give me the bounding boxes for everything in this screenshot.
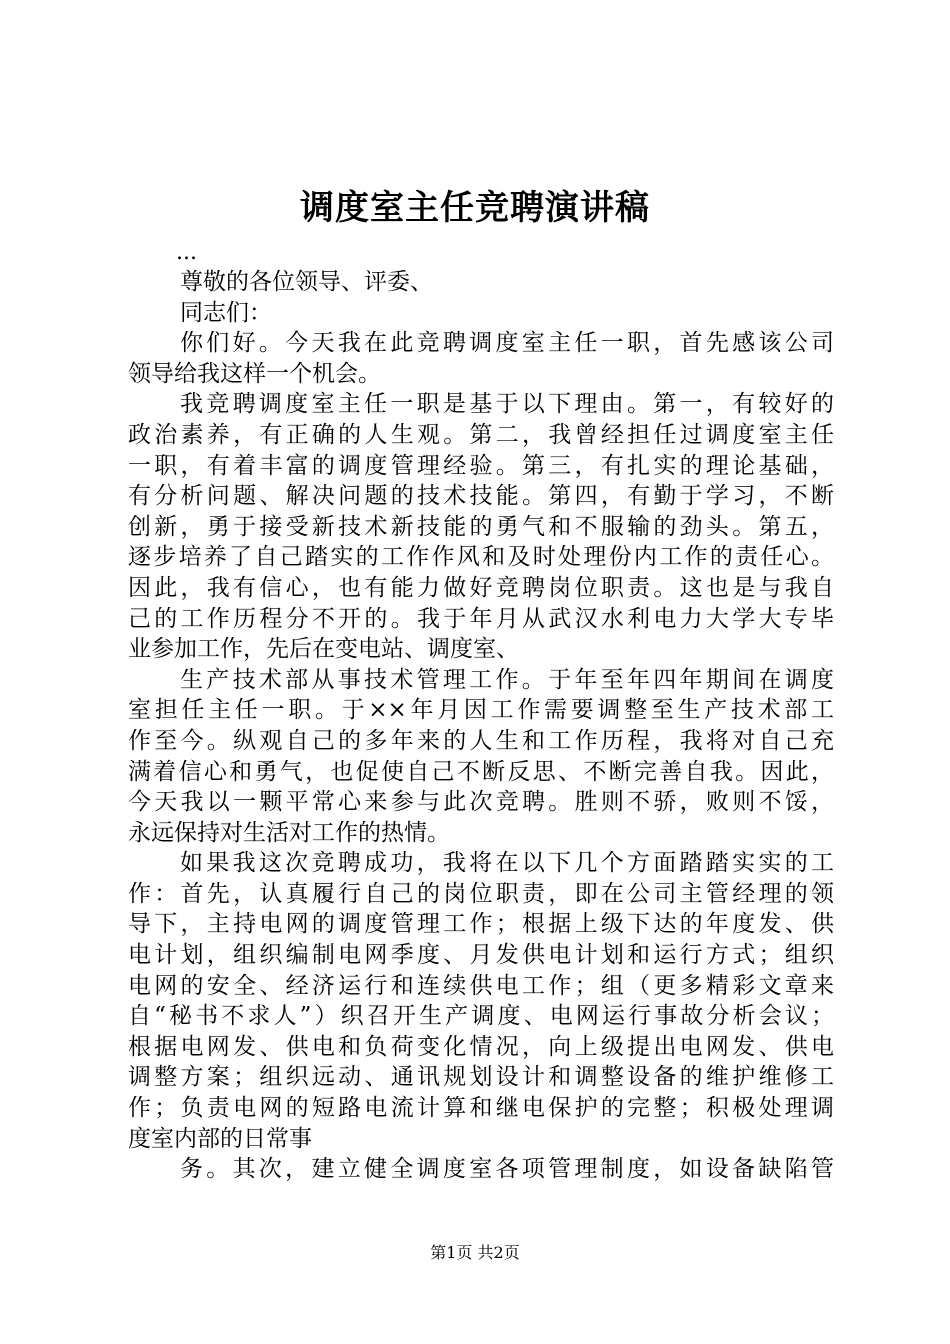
document-title: 调度室主任竞聘演讲稿 (300, 188, 650, 228)
page-number: 第1页 共2页 (430, 1243, 520, 1262)
text-line: 你们好。今天我在此竞聘调度室主任一职，首先感该公司 (180, 330, 834, 357)
text-line: 电网的安全、经济运行和连续供电工作；组（更多精彩文章来 (128, 972, 834, 999)
text-line: 自“秘书不求人”）织召开生产调度、电网运行事故分析会议； (128, 1003, 834, 1030)
text-line: 业参加工作，先后在变电站、调度室、 (128, 636, 519, 663)
text-line: 创新，勇于接受新技术新技能的勇气和不服输的劲头。第五， (128, 513, 834, 540)
text-line: 因此，我有信心，也有能力做好竞聘岗位职责。这也是与我自 (128, 574, 834, 601)
text-line: 根据电网发、供电和负荷变化情况，向上级提出电网发、供电 (128, 1033, 834, 1060)
text-line: 室担任主任一职。于××年月因工作需要调整至生产技术部工 (128, 697, 834, 724)
ellipsis-text: ... (176, 240, 197, 265)
text-line: 度室内部的日常事 (128, 1125, 312, 1152)
text-line: 满着信心和勇气，也促使自己不断反思、不断完善自我。因此， (128, 758, 834, 785)
text-line: 同志们： (180, 299, 272, 326)
text-line: 尊敬的各位领导、评委、 (180, 269, 433, 295)
text-line: 作至今。纵观自己的多年来的人生和工作历程，我将对自己充 (128, 727, 834, 754)
text-line: 我竞聘调度室主任一职是基于以下理由。第一，有较好的 (180, 391, 834, 418)
text-line: 永远保持对生活对工作的热情。 (128, 819, 450, 846)
text-line: 己的工作历程分不开的。我于年月从武汉水利电力大学大专毕 (128, 605, 834, 632)
text-line: 逐步培养了自己踏实的工作作风和及时处理份内工作的责任心。 (128, 544, 834, 571)
text-line: 如果我这次竞聘成功，我将在以下几个方面踏踏实实的工 (180, 850, 834, 877)
text-line: 一职，有着丰富的调度管理经验。第三，有扎实的理论基础， (128, 452, 834, 479)
text-line: 今天我以一颗平常心来参与此次竞聘。胜则不骄，败则不馁， (128, 789, 834, 816)
text-line: 务。其次，建立健全调度室各项管理制度，如设备缺陷管 (180, 1156, 834, 1183)
text-line: 领导给我这样一个机会。 (128, 360, 381, 387)
text-line: 政治素养，有正确的人生观。第二，我曾经担任过调度室主任 (128, 421, 834, 448)
text-line: 作；负责电网的短路电流计算和继电保护的完整；积极处理调 (128, 1095, 834, 1122)
text-line: 导下，主持电网的调度管理工作；根据上级下达的年度发、供 (128, 911, 834, 938)
document-body (128, 267, 834, 1185)
text-line: 电计划，组织编制电网季度、月发供电计划和运行方式；组织 (128, 942, 834, 969)
text-line: 有分析问题、解决问题的技术技能。第四，有勤于学习，不断 (128, 483, 834, 510)
text-line: 生产技术部从事技术管理工作。于年至年四年期间在调度 (180, 666, 834, 693)
text-line: 作：首先，认真履行自己的岗位职责，即在公司主管经理的领 (128, 880, 834, 907)
text-line: 调整方案；组织远动、通讯规划设计和调整设备的维护维修工 (128, 1064, 834, 1091)
